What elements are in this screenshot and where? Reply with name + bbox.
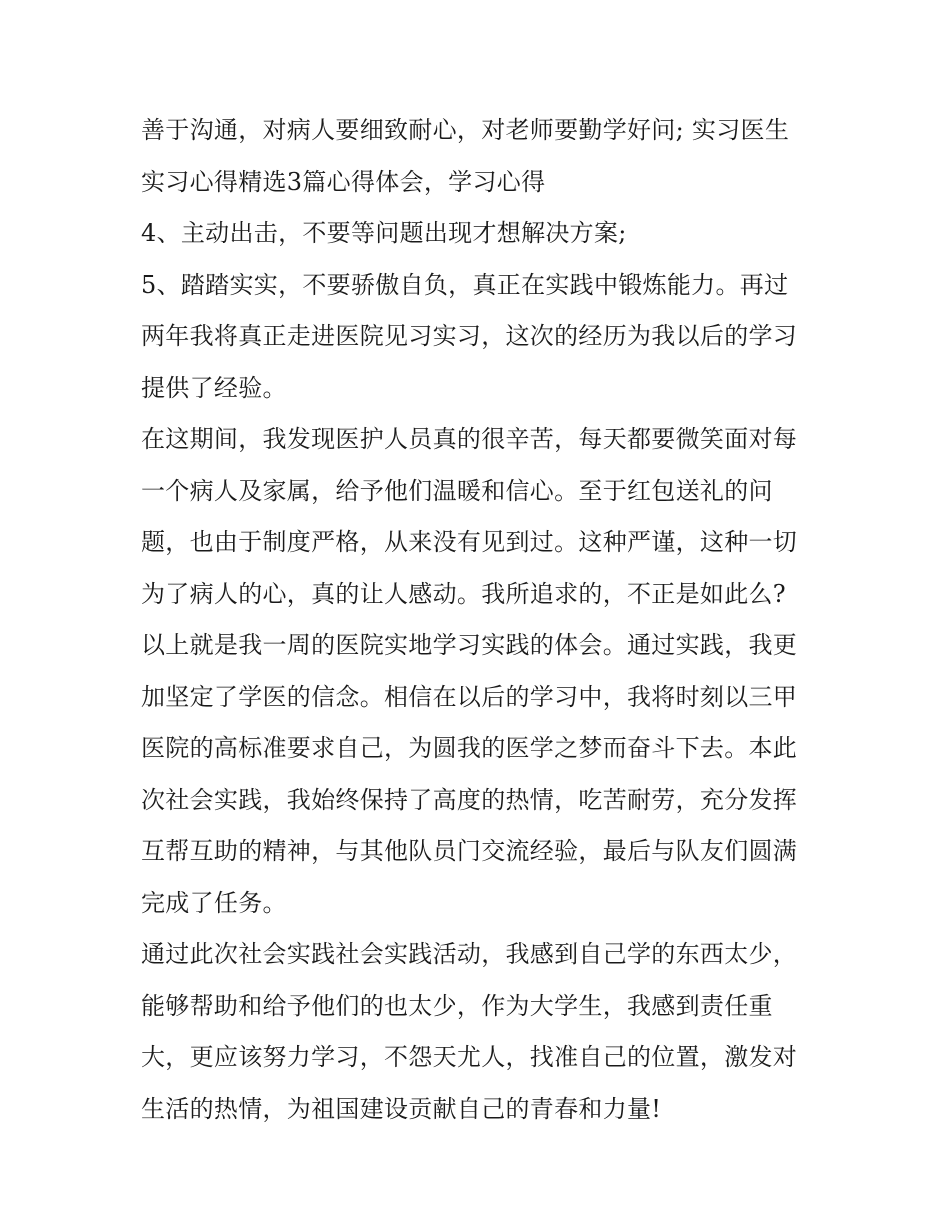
text-line: 通过此次社会实践社会实践活动，我感到自己学的东西太少， <box>141 940 798 968</box>
text-line: 5、踏踏实实，不要骄傲自负，真正在实践中锻炼能力。再过 <box>141 270 789 299</box>
text-line: 为了病人的心，真的让人感动。我所追求的，不正是如此么? <box>141 579 786 608</box>
text-line: 两年我将真正走进医院见习实习，这次的经历为我以后的学习 <box>141 322 798 350</box>
document-body <box>141 105 821 1135</box>
text-line: 4、主动出击，不要等问题出现才想解决方案; <box>141 219 627 247</box>
text-line: 一个病人及家属，给予他们温暖和信心。至于红包送礼的问 <box>141 476 773 505</box>
text-line: 互帮互助的精神，与其他队员门交流经验，最后与队友们圆满 <box>141 837 798 865</box>
text-line: 在这期间，我发现医护人员真的很辛苦，每天都要微笑面对每 <box>141 425 798 453</box>
text-line: 生活的热情，为祖国建设贡献自己的青春和力量! <box>141 1094 662 1123</box>
text-line: 能够帮助和给予他们的也太少，作为大学生，我感到责任重 <box>141 991 773 1020</box>
text-line: 完成了任务。 <box>141 888 287 917</box>
text-line: 提供了经验。 <box>141 373 287 402</box>
text-line: 加坚定了学医的信念。相信在以后的学习中，我将时刻以三甲 <box>141 682 798 711</box>
text-line: 医院的高标准要求自己，为圆我的医学之梦而奋斗下去。本此 <box>141 734 798 762</box>
text-line: 实习心得精选3篇心得体会，学习心得 <box>141 167 546 196</box>
text-line: 次社会实践，我始终保持了高度的热情，吃苦耐劳，充分发挥 <box>141 785 798 814</box>
text-line: 善于沟通，对病人要细致耐心，对老师要勤学好问; 实习医生 <box>141 116 790 144</box>
text-line: 大，更应该努力学习，不怨天尤人，找准自己的位置，激发对 <box>141 1043 798 1071</box>
text-line: 题，也由于制度严格，从来没有见到过。这种严谨，这种一切 <box>141 528 798 556</box>
text-line: 以上就是我一周的医院实地学习实践的体会。通过实践，我更 <box>141 631 798 659</box>
